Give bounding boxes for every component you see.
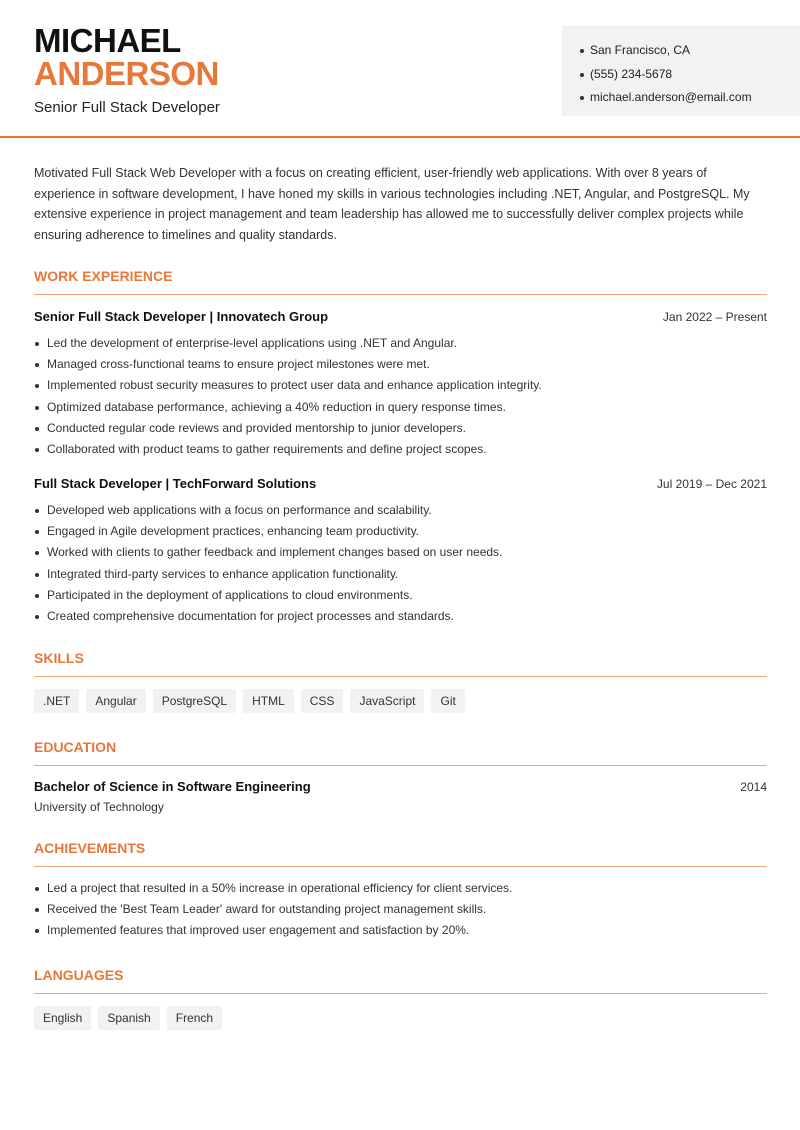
section-divider	[34, 294, 767, 295]
list-item: Integrated third-party services to enhance application functionality.	[34, 564, 767, 585]
job-header	[34, 476, 767, 491]
job-title: Senior Full Stack Developer | Innovatech Group	[34, 309, 329, 324]
list-item: Created comprehensive documentation for project processes and standards.	[34, 606, 767, 627]
section-divider	[34, 993, 767, 994]
job-bullets	[34, 500, 767, 627]
list-item: Managed cross-functional teams to ensure project milestones were met.	[34, 354, 767, 375]
list-item: Implemented features that improved user engagement and satisfaction by 20%.	[34, 920, 767, 941]
education-header	[34, 779, 767, 794]
list-item: Participated in the deployment of applications to cloud environments.	[34, 585, 767, 606]
section-divider	[34, 676, 767, 677]
languages-list	[34, 1006, 222, 1030]
contact-box	[562, 26, 800, 116]
section-title-education: EDUCATION	[34, 739, 117, 755]
skill-chip: CSS	[301, 689, 344, 713]
contact-email[interactable]: michael.anderson@email.com	[580, 86, 800, 110]
list-item: Collaborated with product teams to gather requirements and define project scopes.	[34, 439, 767, 460]
contact-location: San Francisco, CA	[580, 39, 800, 63]
job-title: Full Stack Developer | TechForward Solutions	[34, 476, 317, 491]
section-divider	[34, 866, 767, 867]
language-chip: French	[167, 1006, 222, 1030]
skill-chip: JavaScript	[350, 689, 424, 713]
list-item: Conducted regular code reviews and provided mentorship to junior developers.	[34, 418, 767, 439]
section-title-work: WORK EXPERIENCE	[34, 268, 173, 284]
school-name: University of Technology	[34, 800, 164, 814]
list-item: Led the development of enterprise-level applications using .NET and Angular.	[34, 333, 767, 354]
section-title-languages: LANGUAGES	[34, 967, 124, 983]
list-item: Received the 'Best Team Leader' award for outstanding project management skills.	[34, 899, 767, 920]
job-bullets	[34, 333, 767, 460]
contact-phone: (555) 234-5678	[580, 63, 800, 87]
summary-paragraph: Motivated Full Stack Web Developer with a focus on creating efficient, user-friendly web applications. With over 8 years of experience in software development, I have honed my skills in various technologies including .NET, Angular, and PostgreSQL. My extensive experience in project management and team leadership has allowed me to successfully deliver complex projects while ensuring adherence to timelines and quality standards.	[34, 166, 750, 243]
graduation-year: 2014	[740, 780, 767, 794]
list-item: Implemented robust security measures to protect user data and enhance application integrity.	[34, 375, 767, 396]
section-title-achievements: ACHIEVEMENTS	[34, 840, 146, 856]
list-item: Engaged in Agile development practices, enhancing team productivity.	[34, 521, 767, 542]
job-date: Jul 2019 – Dec 2021	[656, 477, 767, 491]
skill-chip: HTML	[243, 689, 294, 713]
language-chip: English	[34, 1006, 91, 1030]
degree-title: Bachelor of Science in Software Engineering	[34, 779, 311, 794]
list-item: Optimized database performance, achieving a 40% reduction in query response times.	[34, 397, 767, 418]
list-item: Developed web applications with a focus on performance and scalability.	[34, 500, 767, 521]
section-title-skills: SKILLS	[34, 650, 84, 666]
resume-header	[0, 0, 800, 138]
first-name: MICHAEL	[34, 22, 181, 59]
achievements-list	[34, 878, 767, 942]
skill-chip: Angular	[86, 689, 145, 713]
job-date: Jan 2022 – Present	[662, 310, 767, 324]
list-item: Led a project that resulted in a 50% increase in operational efficiency for client services.	[34, 878, 767, 899]
skill-chip: PostgreSQL	[153, 689, 236, 713]
list-item: Worked with clients to gather feedback and implement changes based on user needs.	[34, 542, 767, 563]
skill-chip: .NET	[34, 689, 79, 713]
last-name: ANDERSON	[34, 55, 219, 92]
section-divider	[34, 765, 767, 766]
language-chip: Spanish	[98, 1006, 159, 1030]
skill-chip: Git	[431, 689, 464, 713]
job-header	[34, 309, 767, 324]
job-title-headline: Senior Full Stack Developer	[34, 99, 220, 116]
skills-list	[34, 689, 465, 713]
